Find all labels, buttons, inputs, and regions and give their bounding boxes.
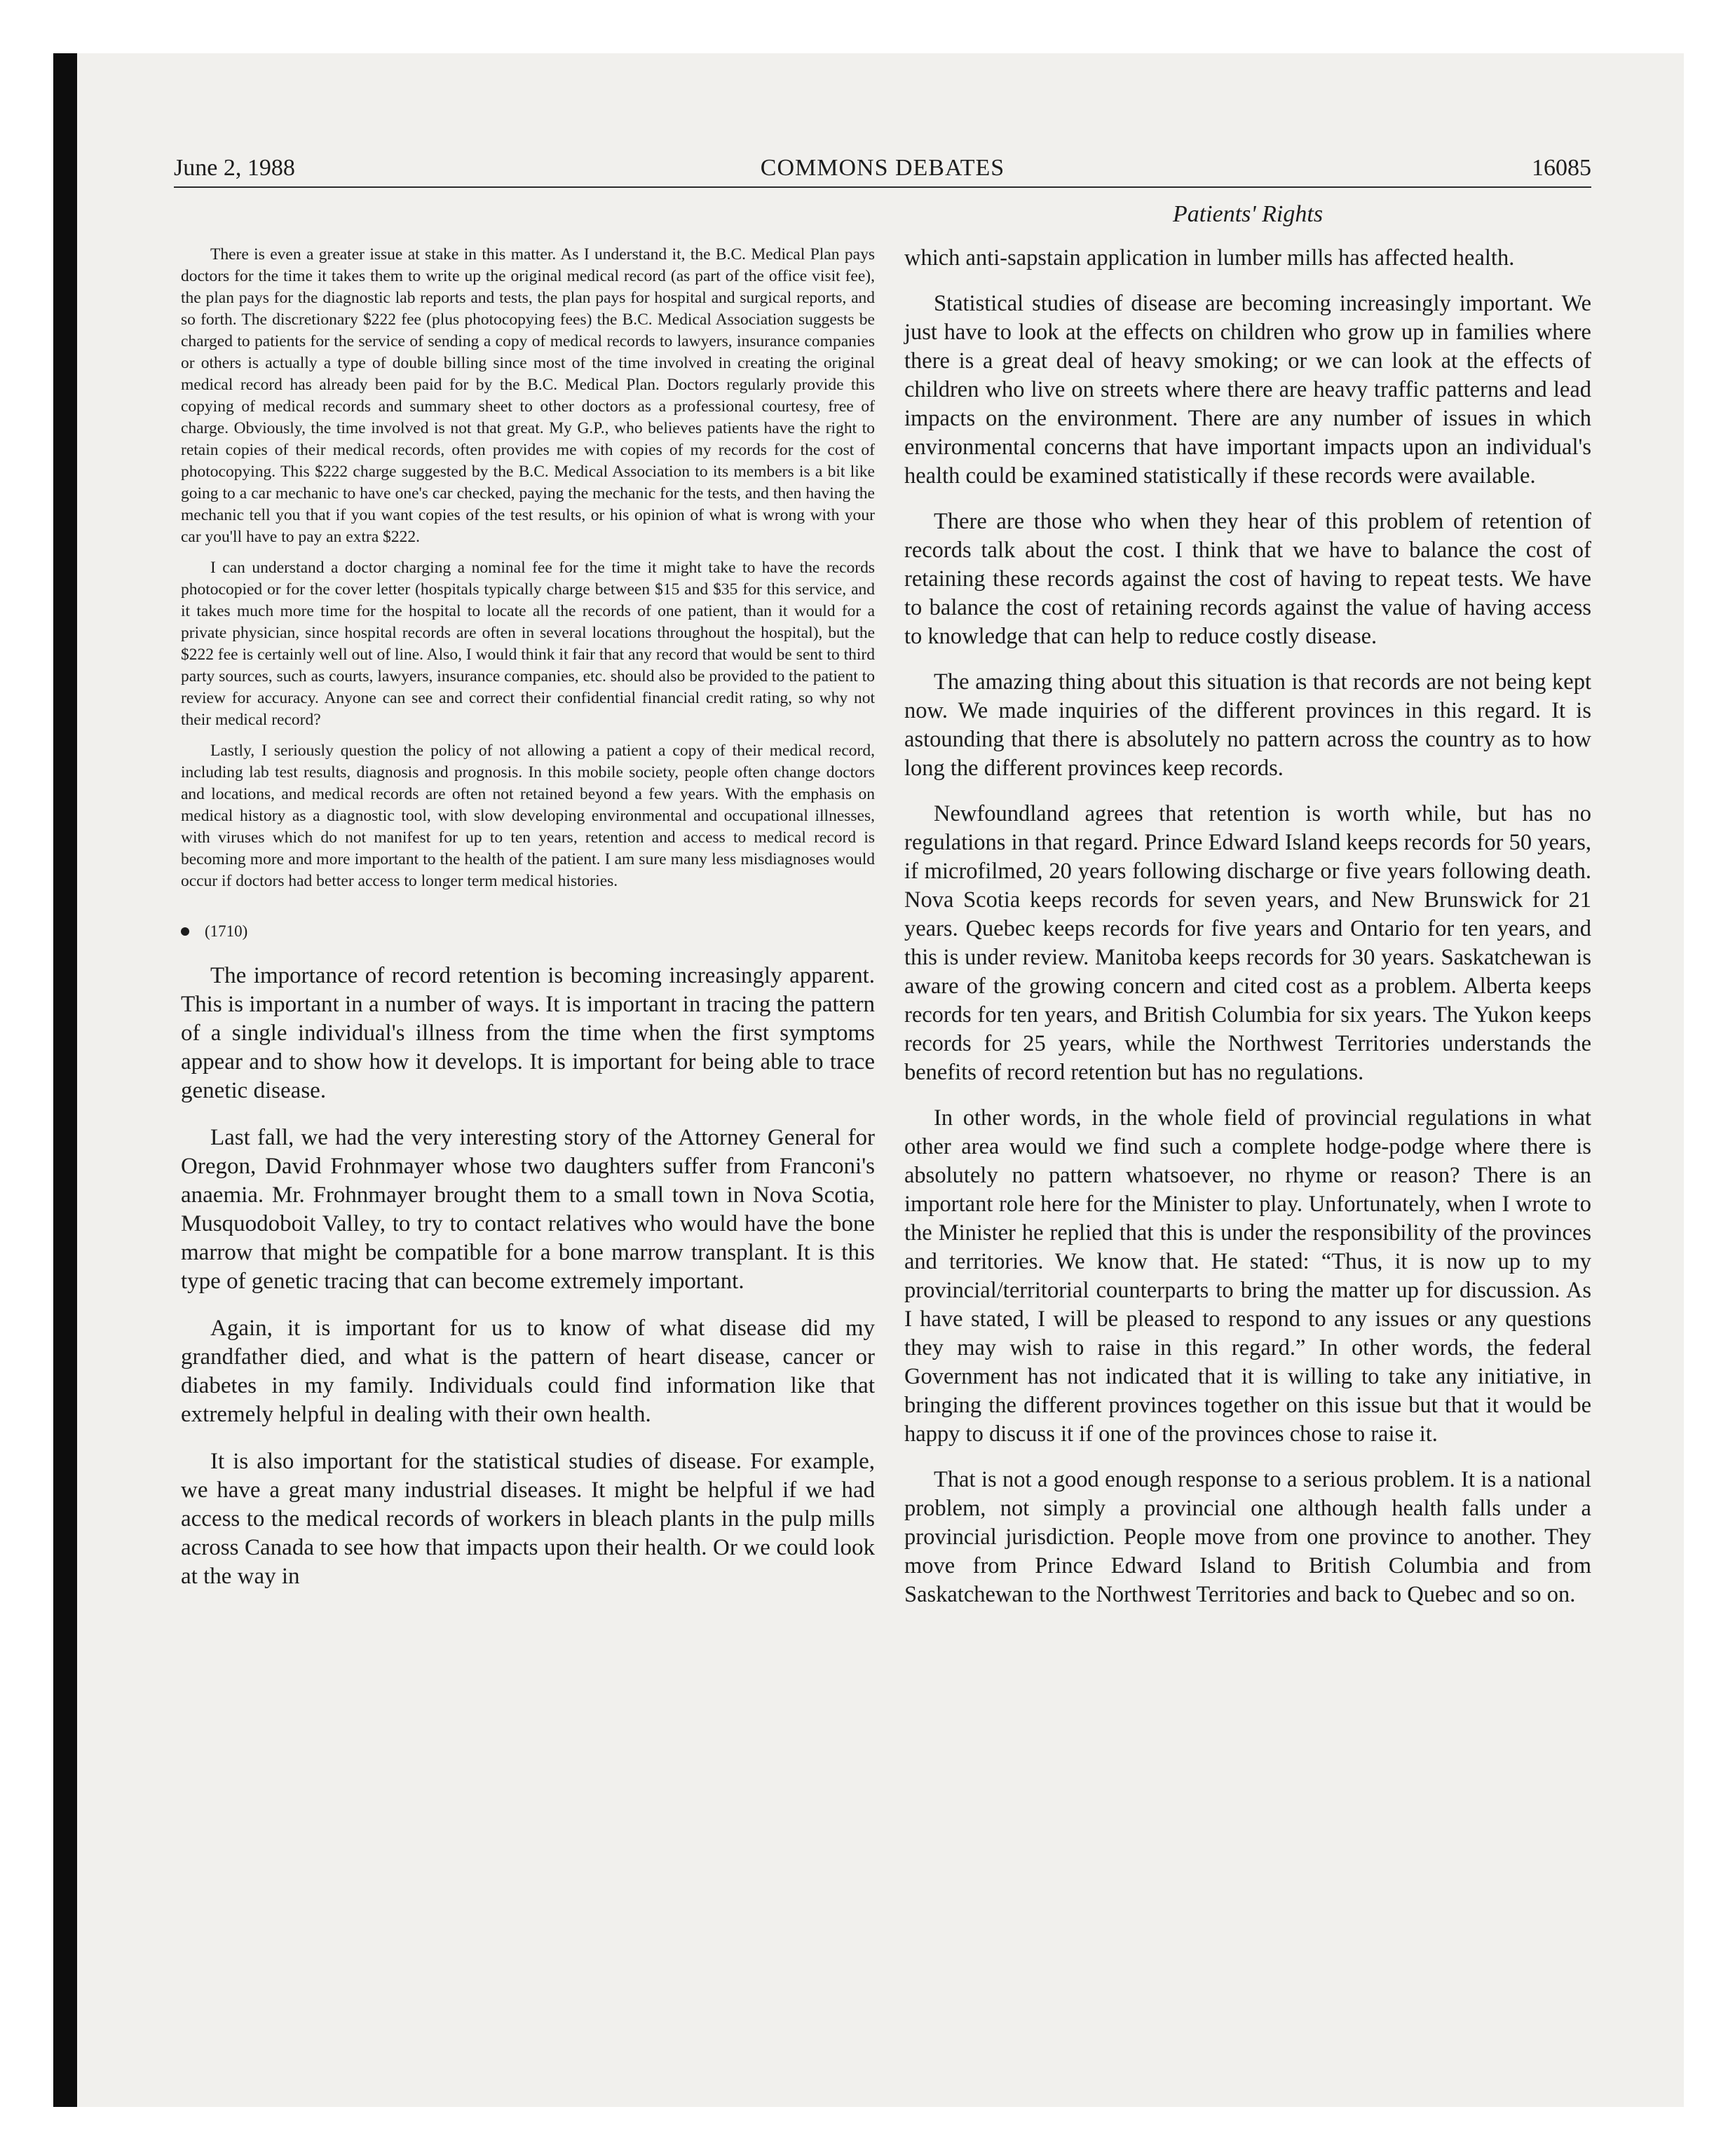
body-paragraph: In other words, in the whole field of provincial regulations in what other area would we find such a complete hodge-podge where there is absolutely no pattern whatsoever, no rhyme or reason? There is an important role here for the Minister to play. Unfortunately, when I wrote to the Minister he replied that this is under the responsibility of the provinces and territories. We know that. He stated: “Thus, it is now up to my provincial/territorial counterparts to bring the matter up for discussion. As I have stated, I will be pleased to respond to any issues or any questions they may wish to raise in this regard.” In other words, the federal Government has not indicated that it is willing to take any initiative, in bringing the different provinces together on this issue but that it would be happy to discuss it if one of the provinces chose to raise it.: [904, 1105, 1591, 1447]
page-header: [174, 150, 1591, 188]
body-paragraph: Newfoundland agrees that retention is worth while, but has no regulations in that regard. Prince Edward Island keeps records for 50 years, if microfilmed, 20 years following discharge or five years following death. Nova Scotia keeps records for seven years, and New Brunswick for 21 years. Quebec keeps records for five years and Ontario for ten years, and this is under review. Manitoba keeps records for 30 years. Saskatchewan is aware of the growing concern and cited cost as a problem. Alberta keeps records for ten years, and British Columbia for six years. The Yukon keeps records for 25 years, while the Northwest Territories understands the benefits of record retention but has no regulations.: [904, 801, 1591, 1085]
continuation-paragraph: which anti-sapstain application in lumber mills has affected health.: [904, 245, 1515, 271]
right-column: [904, 244, 1591, 1626]
bullet-icon: [181, 927, 189, 936]
body-paragraph: The amazing thing about this situation is that records are not being kept now. We made inquiries of the different provinces in this regard. It is astounding that there is absolutely no pattern across the country as to how long the different provinces keep records.: [904, 669, 1591, 781]
speech-body: [181, 962, 875, 1591]
body-paragraph: There are those who when they hear of this problem of retention of records talk about the cost. I think that we have to balance the cost of retaining these records against the cost of having to repeat tests. We have to balance the cost of retaining records against the value of having access to knowledge that can help to reduce costly disease.: [904, 509, 1591, 649]
quoted-paragraph: Lastly, I seriously question the policy of not allowing a patient a copy of their medical record, including lab test results, diagnosis and prognosis. In this mobile society, people often change doctors and locations, and medical records are often not retained beyond a few years. With the emphasis on medical history as a diagnostic tool, with slow developing environmental and occupational illnesses, with viruses which do not manifest for up to ten years, retention and access to medical record is becoming more and more important to the health of the patient. I am sure many less misdiagnoses would occur if doctors had better access to longer term medical histories.: [181, 742, 875, 890]
section-title: Patients' Rights: [1172, 201, 1324, 227]
left-column: [181, 244, 875, 1609]
body-paragraph: That is not a good enough response to a serious problem. It is a national problem, not simply a provincial one although health falls under a provincial jurisdiction. People move from one province to another. They move from Prince Edward Island to British Columbia and from Saskatchewan to the Northwest Territories and back to Quebec and so on.: [904, 1467, 1591, 1607]
quoted-paragraph: There is even a greater issue at stake in this matter. As I understand it, the B.C. Medical Plan pays doctors for the time it takes them to write up the original medical record (as part of the office visit fee), the plan pays for the diagnostic lab reports and tests, the plan pays for hospital and surgical reports, and so forth. The discretionary $222 fee (plus photocopying fees) the B.C. Medical Association suggests be charged to patients for the service of sending a copy of medical records to lawyers, insurance companies or others is actually a type of double billing since most of the time involved in creating the original medical record has already been paid for by the B.C. Medical Plan. Doctors regularly provide this copying of medical records and summary sheet to other doctors as a professional courtesy, free of charge. Obviously, the time involved is not that great. My G.P., who believes patients have the right to retain copies of their medical records, often provides me with copies of my records for the cost of photocopying. This $222 charge suggested by the B.C. Medical Association to its members is a bit like going to a car mechanic to have one's car checked, paying the mechanic for the tests, and then having the mechanic tell you that if you want copies of the test results, or his opinion of what is wrong with your car you'll have to pay an extra $222.: [181, 245, 875, 546]
time-marker: [181, 920, 875, 942]
header-title: COMMONS DEBATES: [760, 155, 1005, 181]
body-paragraph: The importance of record retention is becoming increasingly apparent. This is important in a number of ways. It is important in tracing the pattern of a single individual's illness from the time when the first symptoms appear and to show how it develops. It is important for being able to trace genetic disease.: [181, 963, 875, 1103]
header-page-number: 16085: [1532, 155, 1591, 181]
quoted-letter: [181, 244, 875, 892]
body-paragraph: Last fall, we had the very interesting story of the Attorney General for Oregon, David Frohnmayer whose two daughters suffer from Franconi's anaemia. Mr. Frohnmayer brought them to a small town in Nova Scotia, Musquodoboit Valley, to try to contact relatives who would have the bone marrow that might be compatible for a bone marrow transplant. It is this type of genetic tracing that can become extremely important.: [181, 1125, 875, 1294]
quoted-paragraph: I can understand a doctor charging a nominal fee for the time it might take to have the records photocopied or for the cover letter (hospitals typically charge between $15 and $35 for this service, and it takes much more time for the hospital to locate all the records of one patient, than it would for a private physician, since hospital records are often in several locations throughout the hospital), but the $222 fee is certainly well out of line. Also, I would think it fair that any record that would be sent to third party sources, such as courts, lawyers, insurance companies, etc. should also be provided to the patient to review for accuracy. Anyone can see and correct their confidential financial credit rating, so why not their medical record?: [181, 559, 875, 729]
time-marker-text: (1710): [205, 922, 248, 940]
body-paragraph: Statistical studies of disease are becoming increasingly important. We just have to look at the effects on children who grow up in families where there is a great deal of heavy smoking; or we can look at the effects of children who live on streets where there are heavy traffic patterns and lead impacts on the environment. There are any number of issues in which environmental concerns that have important impacts upon an individual's health could be examined statistically if these records were available.: [904, 291, 1591, 489]
body-paragraph: It is also important for the statistical studies of disease. For example, we have a great many industrial diseases. It might be helpful if we had access to the medical records of workers in bleach plants in the pulp mills across Canada to see how that impacts upon their health. Or we could look at the way in: [181, 1449, 875, 1589]
header-date: June 2, 1988: [174, 155, 295, 181]
scan-edge-band: [53, 53, 77, 2107]
body-paragraph: Again, it is important for us to know of what disease did my grandfather died, and what is the pattern of heart disease, cancer or diabetes in my family. Individuals could find information like that extremely helpful in dealing with their own health.: [181, 1316, 875, 1427]
